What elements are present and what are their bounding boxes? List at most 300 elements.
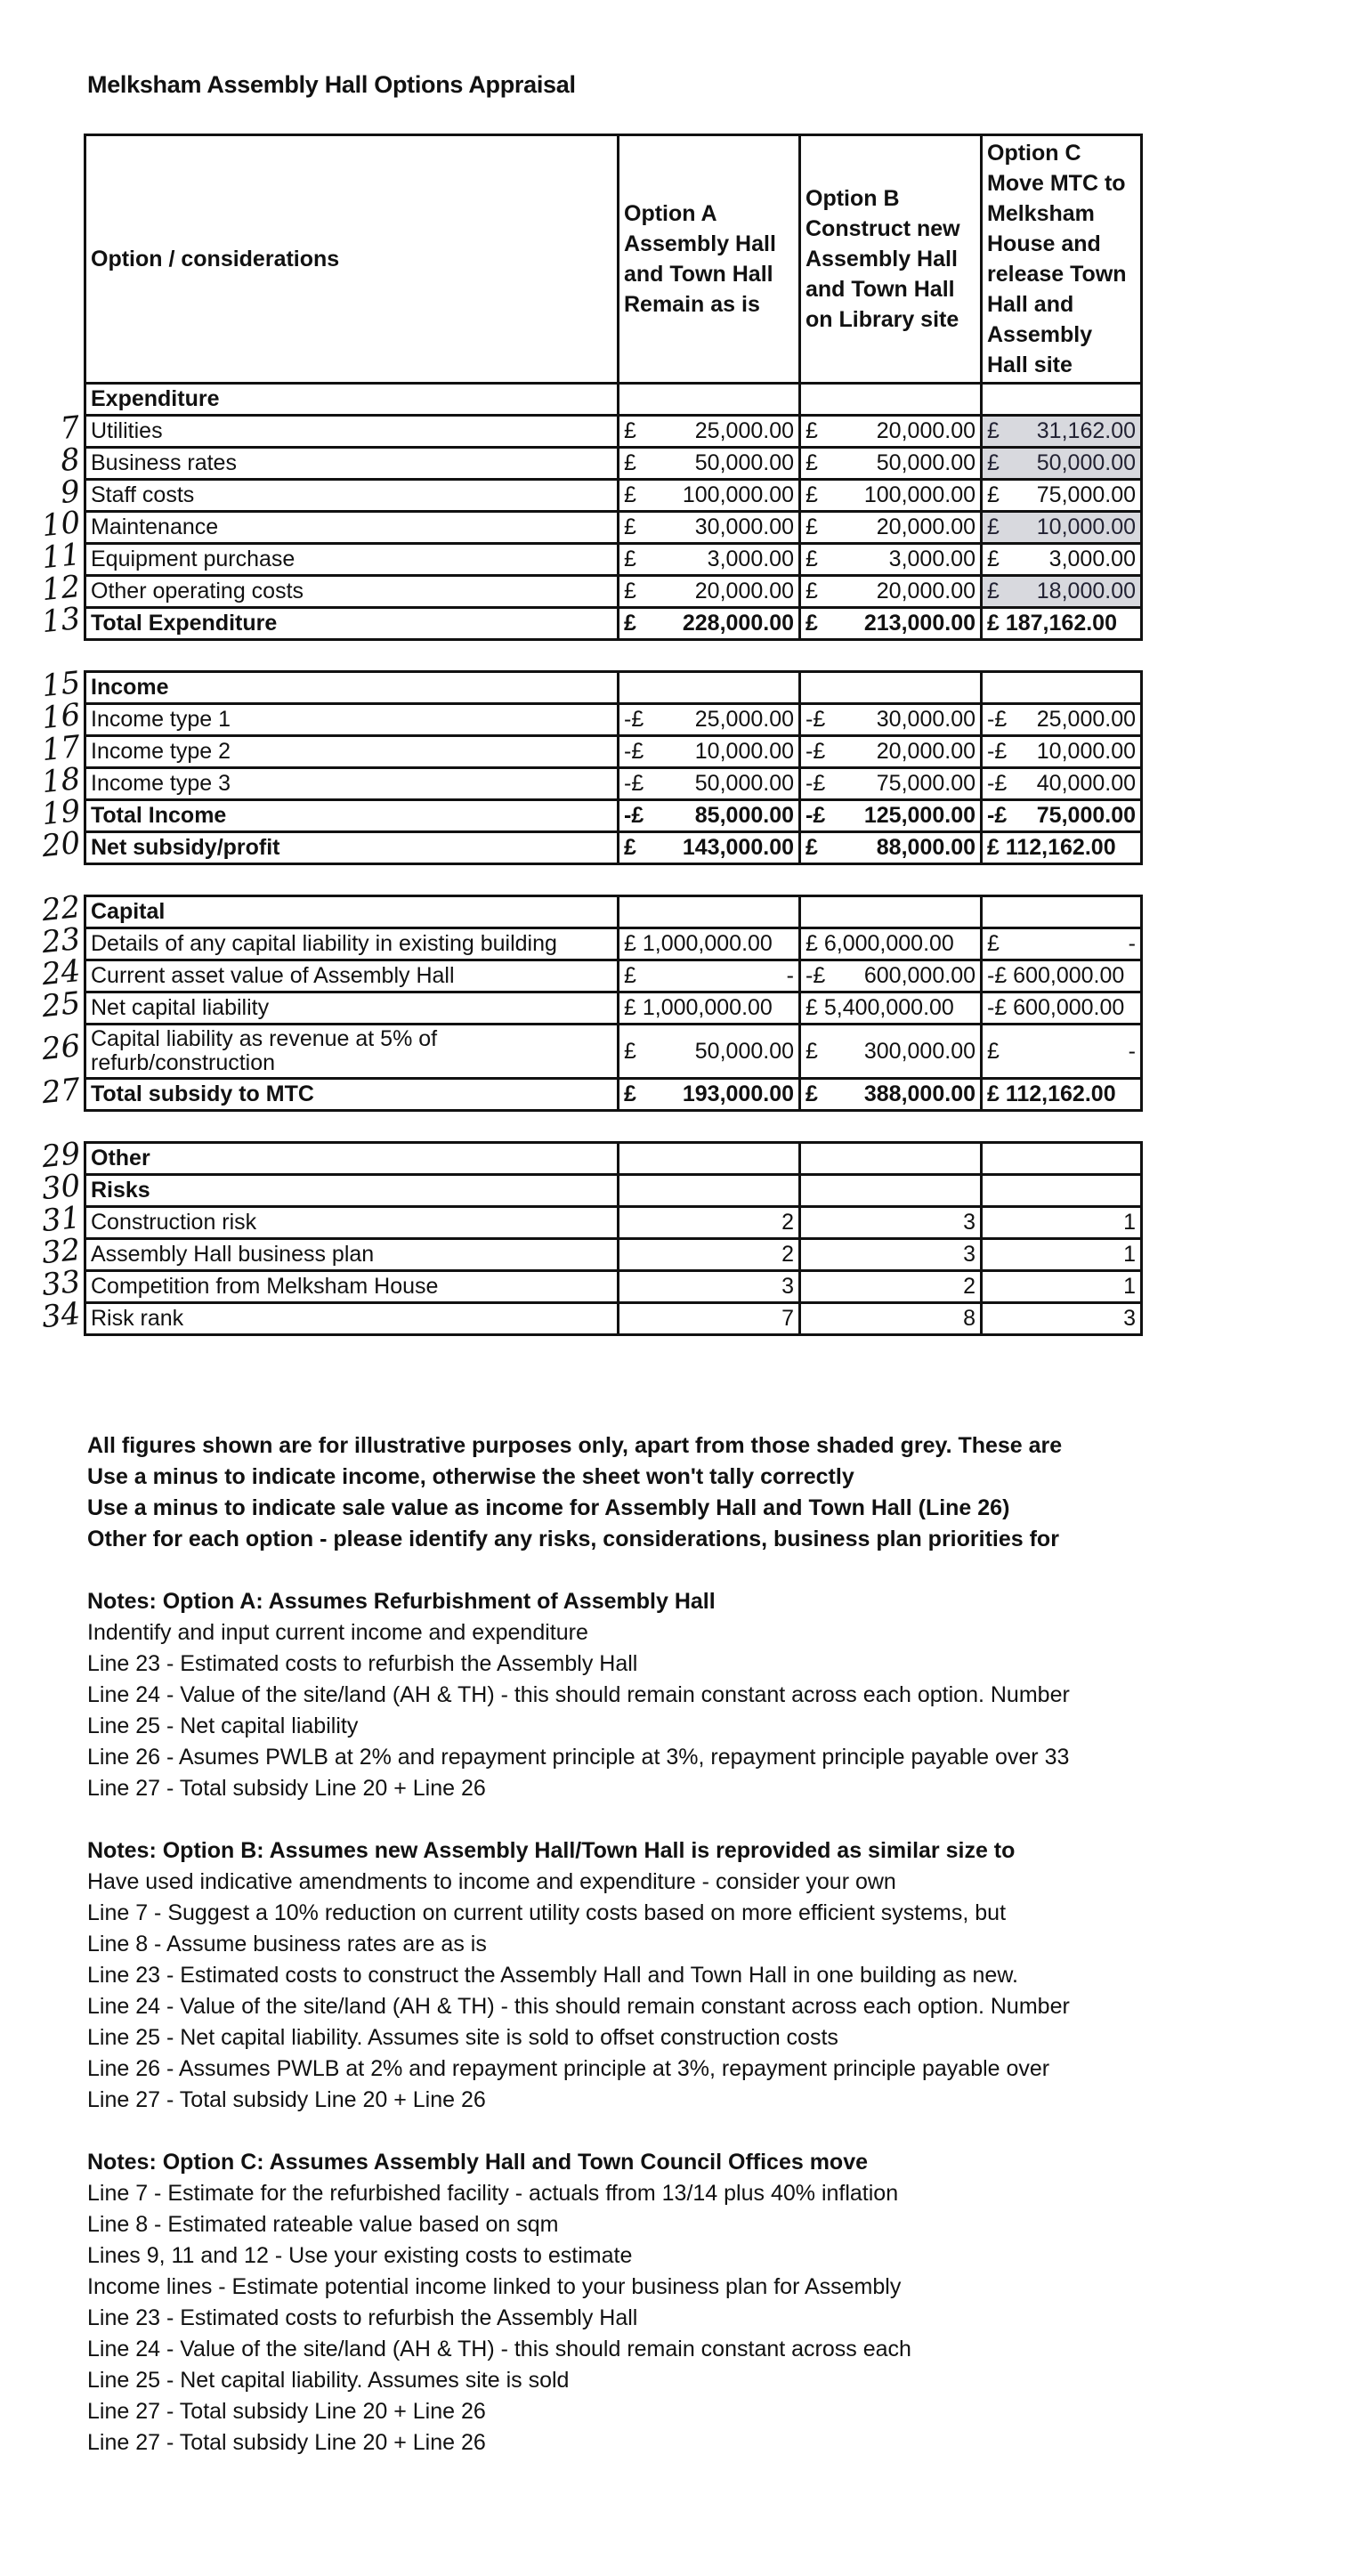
currency-symbol: £ xyxy=(805,547,818,571)
note-line: Use a minus to indicate sale value as income for Assembly Hall and Town Hall (Line 26) xyxy=(87,1495,1010,1520)
table-row xyxy=(85,1207,1142,1239)
line-number: 13 xyxy=(39,600,82,640)
risk-score: 3 xyxy=(800,1239,982,1271)
amount: 300,000.00 xyxy=(863,1038,975,1064)
money-value xyxy=(987,996,1136,1020)
note-line: Notes: Option B: Assumes new Assembly Hall/Town Hall is reprovided as similar size to xyxy=(87,1838,1016,1863)
money-cell xyxy=(982,1079,1142,1111)
money-value xyxy=(624,996,794,1020)
currency-symbol: £ xyxy=(624,611,636,636)
note-line: Lines 9, 11 and 12 - Use your existing costs to estimate xyxy=(87,2243,633,2268)
currency-symbol: -£ xyxy=(987,707,1008,732)
row-label: Total subsidy to MTC xyxy=(85,1079,619,1111)
money-cell xyxy=(619,512,800,544)
empty-cell xyxy=(982,1143,1142,1175)
money-value xyxy=(624,1082,794,1106)
section-row xyxy=(85,896,1142,928)
money-value xyxy=(805,483,975,507)
header-option-c: Option C Move MTC to Melksham House and release Town Hall and Assembly Hall site xyxy=(982,135,1142,384)
money-cell xyxy=(619,576,800,608)
money-cell xyxy=(800,576,982,608)
note-line: Line 8 - Assume business rates are as is xyxy=(87,1932,487,1956)
note-line: Line 24 - Value of the site/land (AH & TH) - this should remain constant across each option. Number xyxy=(87,1994,1070,2019)
money-cell xyxy=(800,512,982,544)
currency-symbol: £ xyxy=(805,611,818,636)
empty-cell xyxy=(800,896,982,928)
row-label: Income type 1 xyxy=(85,704,619,736)
spacer-row xyxy=(85,1111,1142,1143)
empty-cell xyxy=(982,384,1142,416)
money-value xyxy=(624,804,794,828)
row-label: Total Expenditure xyxy=(85,608,619,640)
amount: - xyxy=(1128,931,1136,956)
money-cell xyxy=(982,960,1142,992)
amount: 143,000.00 xyxy=(682,835,794,860)
currency-symbol: £ 112,162.00 xyxy=(987,1081,1116,1106)
risk-score: 3 xyxy=(982,1303,1142,1335)
spacer-cell xyxy=(800,1111,982,1143)
spacer-cell xyxy=(800,640,982,672)
money-cell xyxy=(982,992,1142,1025)
money-cell xyxy=(800,800,982,832)
amount: 18,000.00 xyxy=(1036,579,1136,603)
money-cell xyxy=(800,704,982,736)
note-line: Line 8 - Estimated rateable value based on sqm xyxy=(87,2212,559,2237)
amount: 20,000.00 xyxy=(876,739,975,764)
money-cell xyxy=(800,736,982,768)
currency-symbol: £ xyxy=(624,482,636,507)
money-cell xyxy=(619,704,800,736)
amount: 85,000.00 xyxy=(694,803,794,828)
empty-cell xyxy=(800,384,982,416)
section-row xyxy=(85,384,1142,416)
money-cell xyxy=(619,928,800,960)
row-label: Other operating costs xyxy=(85,576,619,608)
section-row xyxy=(85,1175,1142,1207)
amount: 20,000.00 xyxy=(694,579,794,603)
money-cell xyxy=(619,608,800,640)
spacer-cell xyxy=(85,1111,619,1143)
money-value xyxy=(624,708,794,732)
notes-section xyxy=(87,1430,1191,2459)
money-value xyxy=(987,740,1136,764)
amount: 50,000.00 xyxy=(694,450,794,475)
money-value xyxy=(987,964,1136,988)
money-value xyxy=(987,804,1136,828)
note-line: Line 23 - Estimated costs to refurbish the Assembly Hall xyxy=(87,1651,638,1676)
table-row xyxy=(85,480,1142,512)
line-number: 34 xyxy=(39,1295,82,1335)
money-cell xyxy=(800,416,982,448)
line-number: 10 xyxy=(39,504,82,544)
amount: 30,000.00 xyxy=(694,514,794,539)
money-value xyxy=(987,612,1136,636)
currency-symbol: -£ xyxy=(987,771,1008,796)
note-spacer xyxy=(87,2116,1191,2147)
row-label: Risk rank xyxy=(85,1303,619,1335)
currency-symbol: £ xyxy=(987,418,1000,443)
amount: 20,000.00 xyxy=(876,418,975,443)
currency-symbol: -£ xyxy=(624,803,644,828)
money-value xyxy=(624,836,794,860)
currency-symbol: -£ 600,000.00 xyxy=(987,995,1125,1020)
risk-score: 1 xyxy=(982,1239,1142,1271)
table-row xyxy=(85,960,1142,992)
table-row xyxy=(85,608,1142,640)
note-line: Line 25 - Net capital liability. Assumes site is sold xyxy=(87,2368,570,2393)
spacer-cell xyxy=(85,864,619,896)
amount: 50,000.00 xyxy=(1036,450,1136,475)
currency-symbol: -£ xyxy=(805,707,826,732)
money-cell xyxy=(982,800,1142,832)
note-line: Line 23 - Estimated costs to construct the Assembly Hall and Town Hall in one building as new. xyxy=(87,1963,1018,1988)
note-line: Income lines - Estimate potential income linked to your business plan for Assembly xyxy=(87,2274,902,2299)
note-line: Notes: Option C: Assumes Assembly Hall and Town Council Offices move xyxy=(87,2150,869,2175)
note-line: Line 26 - Asumes PWLB at 2% and repayment principle at 3%, repayment principle payable over 33 xyxy=(87,1745,1070,1770)
line-number: 20 xyxy=(39,824,82,864)
spacer-cell xyxy=(619,640,800,672)
money-cell xyxy=(619,768,800,800)
money-cell xyxy=(800,960,982,992)
currency-symbol: £ xyxy=(987,931,1000,956)
currency-symbol: £ xyxy=(987,579,1000,603)
money-value xyxy=(805,1082,975,1106)
money-cell xyxy=(800,544,982,576)
section-row xyxy=(85,1143,1142,1175)
money-value xyxy=(987,836,1136,860)
currency-symbol: £ xyxy=(987,547,1000,571)
table-row xyxy=(85,704,1142,736)
money-cell xyxy=(982,928,1142,960)
header-option-b: Option B Construct new Assembly Hall and Town Hall on Library site xyxy=(800,135,982,384)
table-row xyxy=(85,928,1142,960)
row-label: Current asset value of Assembly Hall xyxy=(85,960,619,992)
money-value xyxy=(987,772,1136,796)
currency-symbol: £ xyxy=(624,1038,636,1064)
note-line: All figures shown are for illustrative purposes only, apart from those shaded grey. These are xyxy=(87,1433,1063,1458)
table-row xyxy=(85,544,1142,576)
money-value xyxy=(805,451,975,475)
note-line: Line 27 - Total subsidy Line 20 + Line 26 xyxy=(87,1776,486,1801)
row-label: Business rates xyxy=(85,448,619,480)
currency-symbol: -£ xyxy=(624,771,644,796)
money-value xyxy=(987,708,1136,732)
amount: - xyxy=(786,963,794,988)
currency-symbol: £ xyxy=(624,579,636,603)
currency-symbol: -£ xyxy=(805,963,826,988)
section-heading: Risks xyxy=(85,1175,619,1207)
line-number: 33 xyxy=(39,1263,82,1303)
money-cell xyxy=(619,448,800,480)
note-line: Line 7 - Suggest a 10% reduction on current utility costs based on more efficient systems, but xyxy=(87,1900,1007,1925)
money-cell xyxy=(982,736,1142,768)
currency-symbol: -£ xyxy=(624,739,644,764)
amount: 30,000.00 xyxy=(876,707,975,732)
amount: - xyxy=(1128,1038,1136,1064)
currency-symbol: -£ xyxy=(987,803,1008,828)
note-line: Use a minus to indicate income, otherwise the sheet won't tally correctly xyxy=(87,1464,854,1489)
line-number: 17 xyxy=(39,728,82,768)
table-row xyxy=(85,416,1142,448)
money-cell xyxy=(982,608,1142,640)
money-value xyxy=(805,1040,975,1064)
row-label: Net capital liability xyxy=(85,992,619,1025)
options-appraisal-table xyxy=(84,134,1143,1336)
header-option-a: Option A Assembly Hall and Town Hall Remain as is xyxy=(619,135,800,384)
note-line: Line 27 - Total subsidy Line 20 + Line 26 xyxy=(87,2430,486,2455)
line-number: 26 xyxy=(39,1027,82,1068)
empty-cell xyxy=(800,672,982,704)
currency-symbol: £ 112,162.00 xyxy=(987,835,1116,860)
amount: 3,000.00 xyxy=(888,547,975,571)
line-number: 24 xyxy=(39,952,82,992)
amount: 25,000.00 xyxy=(694,707,794,732)
note-line: Line 25 - Net capital liability. Assumes site is sold to offset construction costs xyxy=(87,2025,838,2050)
money-value xyxy=(624,547,794,571)
currency-symbol: £ xyxy=(987,514,1000,539)
note-line: Have used indicative amendments to income and expenditure - consider your own xyxy=(87,1869,896,1894)
currency-symbol: -£ xyxy=(805,739,826,764)
empty-cell xyxy=(619,672,800,704)
money-value xyxy=(805,419,975,443)
money-cell xyxy=(982,544,1142,576)
risk-score: 3 xyxy=(800,1207,982,1239)
money-value xyxy=(987,483,1136,507)
table-row xyxy=(85,1271,1142,1303)
line-number: 19 xyxy=(39,792,82,832)
currency-symbol: £ 1,000,000.00 xyxy=(624,995,773,1020)
money-cell xyxy=(800,1025,982,1079)
empty-cell xyxy=(982,896,1142,928)
amount: 228,000.00 xyxy=(682,611,794,636)
money-cell xyxy=(982,480,1142,512)
table-row xyxy=(85,1239,1142,1271)
money-value xyxy=(805,836,975,860)
table-row xyxy=(85,800,1142,832)
money-cell xyxy=(982,448,1142,480)
amount: 388,000.00 xyxy=(863,1081,975,1106)
money-value xyxy=(805,515,975,539)
table-row xyxy=(85,448,1142,480)
money-value xyxy=(987,932,1136,956)
row-label: Utilities xyxy=(85,416,619,448)
money-value xyxy=(805,932,975,956)
risk-score: 7 xyxy=(619,1303,800,1335)
note-line: Line 7 - Estimate for the refurbished facility - actuals ffrom 13/14 plus 40% inflation xyxy=(87,2181,899,2206)
money-value xyxy=(624,612,794,636)
money-value xyxy=(987,1082,1136,1106)
currency-symbol: £ xyxy=(624,547,636,571)
empty-cell xyxy=(982,672,1142,704)
money-cell xyxy=(619,960,800,992)
line-number: 18 xyxy=(39,760,82,800)
currency-symbol: -£ xyxy=(624,707,644,732)
amount: 100,000.00 xyxy=(682,482,794,507)
table-row xyxy=(85,1303,1142,1335)
risk-score: 3 xyxy=(619,1271,800,1303)
row-label: Assembly Hall business plan xyxy=(85,1239,619,1271)
spacer-row xyxy=(85,640,1142,672)
money-cell xyxy=(800,992,982,1025)
currency-symbol: £ 5,400,000.00 xyxy=(805,995,954,1020)
risk-score: 2 xyxy=(619,1239,800,1271)
money-value xyxy=(805,579,975,603)
note-line: Line 27 - Total subsidy Line 20 + Line 26 xyxy=(87,2087,486,2112)
row-label: Income type 2 xyxy=(85,736,619,768)
money-cell xyxy=(619,800,800,832)
line-number: 16 xyxy=(39,696,82,736)
empty-cell xyxy=(619,1175,800,1207)
currency-symbol: £ xyxy=(987,1038,1000,1064)
money-cell xyxy=(982,512,1142,544)
currency-symbol: £ xyxy=(624,835,636,860)
currency-symbol: £ xyxy=(624,450,636,475)
note-line: Other for each option - please identify any risks, considerations, business plan priorities for xyxy=(87,1527,1059,1551)
money-value xyxy=(805,804,975,828)
line-number: 32 xyxy=(39,1231,82,1271)
currency-symbol: £ 6,000,000.00 xyxy=(805,931,954,956)
note-line: Indentify and input current income and expenditure xyxy=(87,1620,588,1645)
table-row xyxy=(85,1079,1142,1111)
money-cell xyxy=(619,992,800,1025)
row-label: Net subsidy/profit xyxy=(85,832,619,864)
amount: 50,000.00 xyxy=(694,771,794,796)
money-value xyxy=(624,483,794,507)
money-cell xyxy=(800,768,982,800)
currency-symbol: £ xyxy=(805,450,818,475)
money-value xyxy=(805,740,975,764)
currency-symbol: -£ xyxy=(805,771,826,796)
money-value xyxy=(805,708,975,732)
money-value xyxy=(624,419,794,443)
row-label: Capital liability as revenue at 5% of refurb/construction xyxy=(85,1025,619,1079)
empty-cell xyxy=(619,384,800,416)
money-value xyxy=(624,451,794,475)
money-value xyxy=(987,1040,1136,1064)
line-number: 23 xyxy=(39,920,82,960)
currency-symbol: £ 1,000,000.00 xyxy=(624,931,773,956)
money-cell xyxy=(800,928,982,960)
risk-score: 2 xyxy=(619,1207,800,1239)
amount: 3,000.00 xyxy=(1048,547,1136,571)
risk-score: 1 xyxy=(982,1271,1142,1303)
money-cell xyxy=(982,832,1142,864)
money-cell xyxy=(800,448,982,480)
money-value xyxy=(805,772,975,796)
currency-symbol: £ xyxy=(805,835,818,860)
amount: 40,000.00 xyxy=(1036,771,1136,796)
currency-symbol: £ xyxy=(805,418,818,443)
table-row xyxy=(85,1025,1142,1079)
money-value xyxy=(805,964,975,988)
money-cell xyxy=(800,608,982,640)
currency-symbol: £ xyxy=(805,1081,818,1106)
note-line: Line 25 - Net capital liability xyxy=(87,1713,359,1738)
line-number: 9 xyxy=(59,473,83,511)
money-cell xyxy=(982,1025,1142,1079)
money-cell xyxy=(619,544,800,576)
spacer-row xyxy=(85,864,1142,896)
note-spacer xyxy=(87,1804,1191,1835)
money-cell xyxy=(982,768,1142,800)
row-label: Details of any capital liability in existing building xyxy=(85,928,619,960)
currency-symbol: £ 187,162.00 xyxy=(987,611,1117,636)
note-line: Line 27 - Total subsidy Line 20 + Line 26 xyxy=(87,2399,486,2424)
money-value xyxy=(624,964,794,988)
header-considerations: Option / considerations xyxy=(85,135,619,384)
money-value xyxy=(805,547,975,571)
row-label: Construction risk xyxy=(85,1207,619,1239)
line-number: 15 xyxy=(39,664,82,704)
line-number: 11 xyxy=(39,536,82,576)
spacer-cell xyxy=(982,1111,1142,1143)
line-number: 7 xyxy=(59,409,83,447)
empty-cell xyxy=(800,1143,982,1175)
money-cell xyxy=(619,736,800,768)
money-value xyxy=(624,515,794,539)
money-value xyxy=(987,451,1136,475)
line-number: 31 xyxy=(39,1199,82,1239)
amount: 600,000.00 xyxy=(863,963,975,988)
table-row xyxy=(85,992,1142,1025)
amount: 20,000.00 xyxy=(876,514,975,539)
money-value xyxy=(987,515,1136,539)
currency-symbol: £ xyxy=(987,482,1000,507)
amount: 31,162.00 xyxy=(1036,418,1136,443)
currency-symbol: £ xyxy=(624,1081,636,1106)
currency-symbol: £ xyxy=(987,450,1000,475)
spacer-cell xyxy=(619,1111,800,1143)
risk-score: 1 xyxy=(982,1207,1142,1239)
note-spacer xyxy=(87,1555,1191,1586)
empty-cell xyxy=(619,1143,800,1175)
money-cell xyxy=(619,832,800,864)
money-cell xyxy=(982,704,1142,736)
amount: 50,000.00 xyxy=(876,450,975,475)
row-label: Total Income xyxy=(85,800,619,832)
row-label: Competition from Melksham House xyxy=(85,1271,619,1303)
empty-cell xyxy=(982,1175,1142,1207)
amount: 50,000.00 xyxy=(694,1038,794,1064)
currency-symbol: £ xyxy=(624,514,636,539)
section-row xyxy=(85,672,1142,704)
line-number: 8 xyxy=(59,441,83,479)
header-row xyxy=(85,135,1142,384)
line-number: 30 xyxy=(39,1167,82,1207)
spacer-cell xyxy=(982,640,1142,672)
note-line: Line 23 - Estimated costs to refurbish the Assembly Hall xyxy=(87,2305,638,2330)
amount: 193,000.00 xyxy=(682,1081,794,1106)
amount: 88,000.00 xyxy=(876,835,975,860)
money-value xyxy=(624,932,794,956)
line-number: 29 xyxy=(39,1135,82,1175)
spacer-cell xyxy=(619,864,800,896)
amount: 213,000.00 xyxy=(863,611,975,636)
line-number: 12 xyxy=(39,568,82,608)
amount: 10,000.00 xyxy=(1036,514,1136,539)
currency-symbol: £ xyxy=(805,579,818,603)
amount: 75,000.00 xyxy=(876,771,975,796)
currency-symbol: -£ 600,000.00 xyxy=(987,963,1125,988)
table-row xyxy=(85,512,1142,544)
money-cell xyxy=(619,1079,800,1111)
row-label: Equipment purchase xyxy=(85,544,619,576)
line-number: 27 xyxy=(39,1071,82,1111)
amount: 75,000.00 xyxy=(1036,482,1136,507)
empty-cell xyxy=(800,1175,982,1207)
page-title: Melksham Assembly Hall Options Appraisal xyxy=(87,71,576,98)
table-row xyxy=(85,576,1142,608)
